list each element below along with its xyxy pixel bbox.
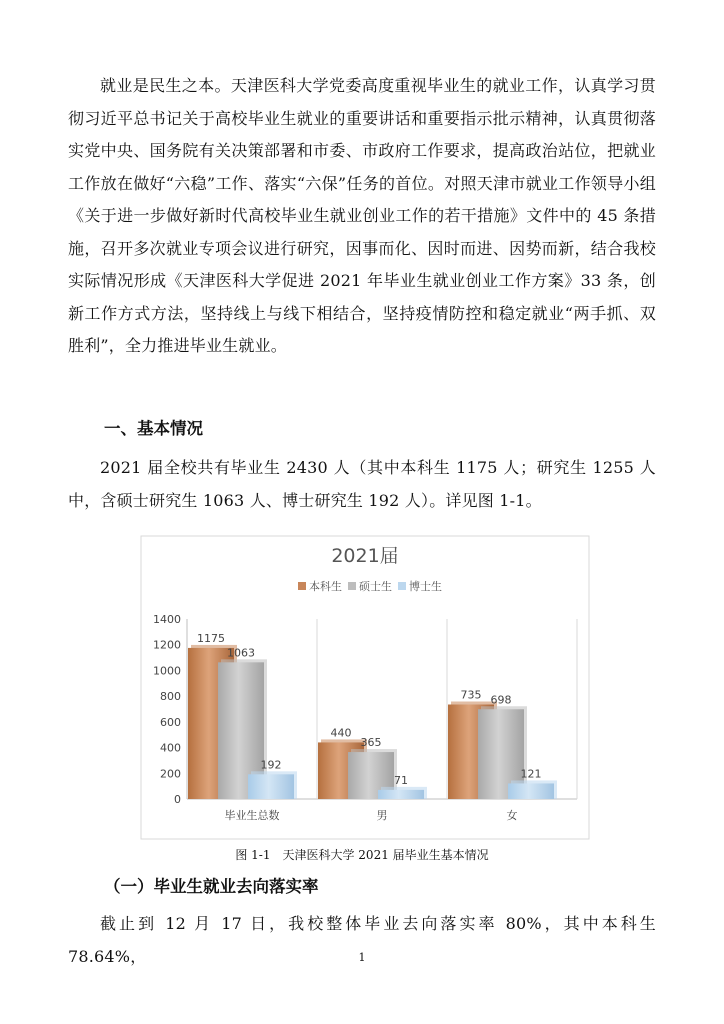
bar-value-label: 365: [360, 736, 382, 750]
figure-caption: 图 1-1 天津医科大学 2021 届毕业生基本情况: [235, 848, 489, 862]
chart-svg: [140, 535, 590, 840]
section-heading-employment-rate: （一）毕业生就业去向落实率: [104, 877, 319, 896]
employment-rate-paragraph: 截止到 12 月 17 日，我校整体毕业去向落实率 80%，其中本科生 78.64%，: [68, 914, 656, 966]
section-heading-basic: 一、基本情况: [104, 419, 203, 438]
bar-value-label: 121: [520, 767, 542, 781]
chart-legend: [298, 579, 442, 593]
y-tick-label: 400: [160, 741, 181, 755]
y-tick-label: 1200: [153, 638, 181, 652]
bar-value-label: 698: [490, 693, 512, 707]
intro-paragraph: 就业是民生之本。天津医科大学党委高度重视毕业生的就业工作，认真学习贯彻习近平总书记关于高校毕业生就业的重要讲话和重要指示批示精神，认真贯彻落实党中央、国务院有关决策部署和市委、市政府工作要求，提高政治站位，把就业工作放在做好“六稳”工作、落实“六保”任务的首位。对照天津市就业工作领导小组《关于进一步做好新时代高校毕业生就业创业工作的若干措施》文件中的 45 条措施，召开多次就业专项会议进行研究，因事而化、因时而进、因势而新，结合我校实际情况形成《天津医科大学促进 2021 年毕业生就业创业工作方案》33 条，创新工作方式方法，坚持线上与线下相结合，坚持疫情防控和稳定就业“两手抓、双胜利”，全力推进毕业生就业。: [68, 76, 656, 355]
y-tick-label: 0: [174, 793, 181, 806]
page-number: 1: [358, 951, 366, 964]
chart-title: 2021届: [331, 545, 399, 567]
y-tick-label: 1000: [153, 664, 181, 678]
y-tick-label: 800: [160, 690, 181, 704]
bar-value-label: 440: [330, 726, 352, 740]
legend-label: 本科生: [309, 580, 342, 593]
chart-bars: [188, 632, 557, 799]
legend-swatch: [398, 582, 406, 590]
bar-博士生-女: [508, 783, 554, 799]
basic-info-paragraph: 2021 届全校共有毕业生 2430 人（其中本科生 1175 人；研究生 1255 人中，含硕士研究生 1063 人、博士研究生 192 人）。详见图 1-1。: [68, 458, 656, 510]
bar-value-label: 1175: [197, 631, 225, 645]
bar-博士生-男: [378, 790, 424, 799]
x-tick-label: 毕业生总数: [224, 809, 280, 822]
legend-label: 博士生: [409, 580, 442, 593]
bar-value-label: 735: [460, 688, 482, 702]
bar-value-label: 192: [260, 758, 282, 772]
bar-博士生-毕业生总数: [248, 774, 294, 799]
legend-swatch: [348, 582, 356, 590]
y-tick-label: 1400: [153, 613, 181, 626]
legend-label: 硕士生: [359, 580, 392, 593]
y-tick-label: 600: [160, 715, 181, 729]
bar-value-label: 1063: [227, 646, 255, 660]
bar-value-label: 71: [394, 773, 408, 787]
graduates-chart: [140, 535, 590, 840]
x-tick-label: 女: [506, 809, 518, 822]
x-tick-label: 男: [376, 809, 388, 822]
y-tick-label: 200: [160, 767, 181, 781]
legend-swatch: [298, 582, 306, 590]
